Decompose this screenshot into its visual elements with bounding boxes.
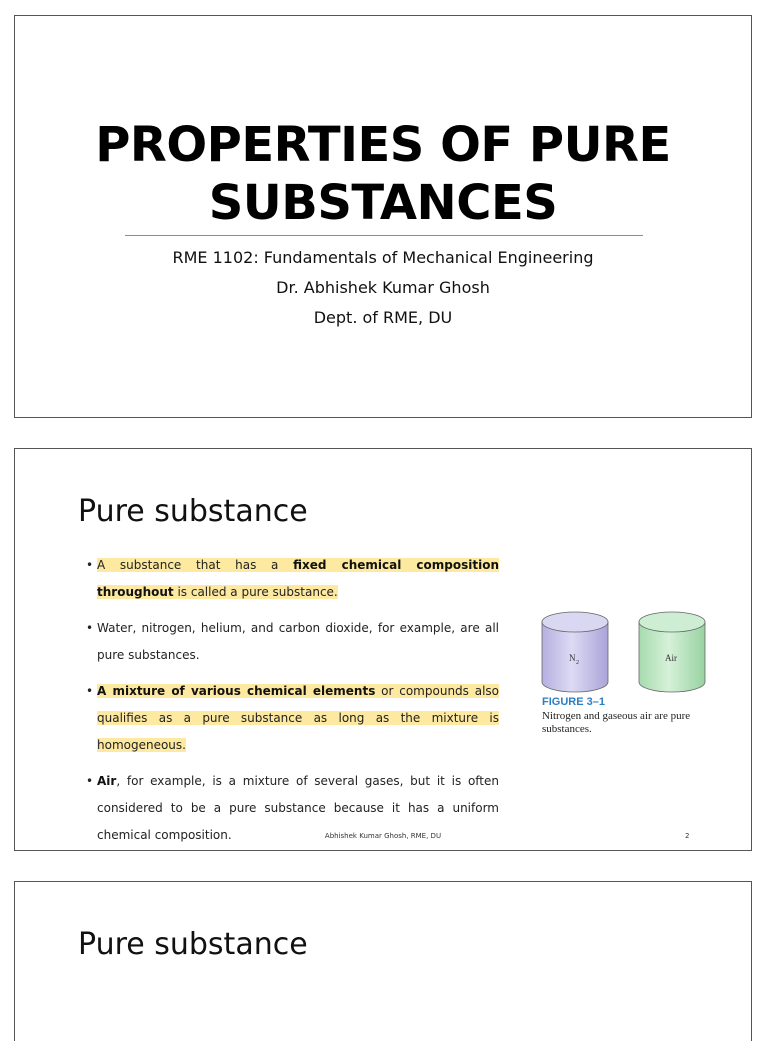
- highlighted-text: A substance that has a fixed chemical composition throughout is called a pure substance.: [97, 558, 500, 599]
- slide-title-heading: [15, 116, 751, 232]
- title-subtitle: [15, 243, 751, 333]
- bullet-item: [97, 678, 499, 759]
- highlighted-text: A mixture of various chemical elements or compounds also qualifies as a pure substance as long as the mixture is homogeneous.: [97, 684, 499, 752]
- department-line: Dept. of RME, DU: [313, 308, 453, 327]
- title-line-1: PROPERTIES OF PURE: [95, 117, 671, 173]
- slide-heading: Pure substance: [78, 927, 308, 962]
- figure-caption: Nitrogen and gaseous air are pure substances.: [542, 710, 691, 735]
- bullet-list: [97, 552, 499, 858]
- slide-pure-substance-continued: [14, 881, 752, 1041]
- bullet-item: [97, 552, 499, 606]
- bullet-item: • Air, for example, is a mixture of several gases, but it is often considered to be a pure substance because it has a uniform chemical composition.: [97, 768, 499, 849]
- bullet-item: • Water, nitrogen, helium, and carbon dioxide, for example, are all pure substances.: [97, 615, 499, 669]
- slide-footer: Abhishek Kumar Ghosh, RME, DU: [324, 832, 442, 840]
- title-line-2: SUBSTANCES: [208, 175, 558, 231]
- nitrogen-subscript: 2: [576, 660, 579, 666]
- title-divider: [125, 235, 643, 236]
- slide-heading: Pure substance: [78, 494, 308, 529]
- course-line: RME 1102: Fundamentals of Mechanical Engineering: [172, 248, 594, 267]
- page-number: 2: [685, 832, 690, 840]
- figure-caption-title: FIGURE 3–1: [542, 696, 605, 708]
- author-line: Dr. Abhishek Kumar Ghosh: [276, 278, 490, 297]
- slide-pure-substance: [14, 448, 752, 851]
- air-label: Air: [665, 653, 677, 663]
- nitrogen-label: N: [569, 653, 576, 663]
- nitrogen-cylinder: [542, 612, 608, 692]
- air-cylinder: [639, 612, 705, 692]
- slide-title: [14, 15, 752, 418]
